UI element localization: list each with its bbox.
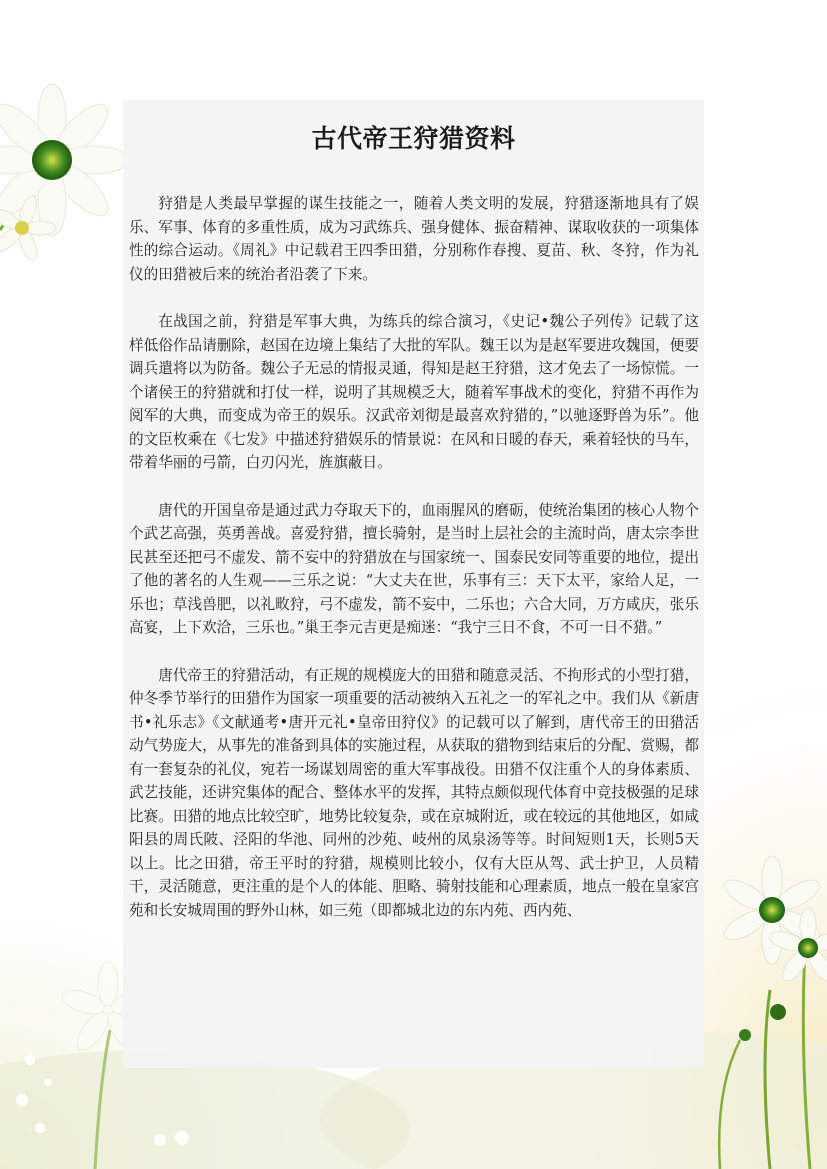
paragraph: 在战国之前，狩猎是军事大典，为练兵的综合演习，《史记•魏公子列传》记载了这样低俗作品请删除，赵国在边境上集结了大批的军队。魏王以为是赵军要进攻魏国，便要调兵遣将以为防备。魏公子无忌的情报灵通，得知是赵王狩猎，这才免去了一场惊慌。一个诸侯王的狩猎就和打仗一样，说明了其规模乏大，随着军事战术的变化，狩猎不再作为阅军的大典，而变成为帝王的娱乐。汉武帝刘彻是最喜欢狩猎的，”以驰逐野兽为乐”。他的文臣枚乘在《七发》中描述狩猎娱乐的情景说：在风和日暖的春天，乘着轻快的马车，带着华丽的弓箭，白刃闪光，旌旗蔽日。	[129, 313, 699, 471]
paragraph: 狩猎是人类最早掌握的谋生技能之一，随着人类文明的发展，狩猎逐渐地具有了娱乐、军事、体育的多重性质，成为习武练兵、强身健体、振奋精神、谋取收获的一项集体性的综合运动。《周礼》中记载君王四季田猎，分别称作春搜、夏苗、秋、冬狩，作为礼仪的田猎被后来的统治者沿袭了下来。	[129, 195, 699, 283]
flower-top-left-icon	[0, 84, 128, 262]
document-panel	[123, 100, 704, 1068]
paragraph: 唐代的开国皇帝是通过武力夺取天下的，血雨腥风的磨砺，使统治集团的核心人物个个武艺高强，英勇善战。喜爱狩猎，擅长骑射，是当时上层社会的主流时尚，唐太宗李世民甚至还把弓不虚发、箭不妄中的狩猎放在与国家统一、国泰民安同等重要的地位，提出了他的著名的人生观——三乐之说：“大丈夫在世，乐事有三：天下太平，家给人足，一乐也；草浅兽肥，以礼畋狩，弓不虚发，箭不妄中，二乐也；六合大同，万方咸庆，张乐高宴，上下欢洽，三乐也。”巢王李元吉更是痴迷：“我宁三日不食，不可一日不猎。”	[129, 501, 699, 636]
document-body	[129, 192, 699, 946]
paragraph: 唐代帝王的狩猎活动，有正规的规模庞大的田猎和随意灵活、不拘形式的小型打猎，仲冬季节举行的田猎作为国家一项重要的活动被纳入五礼之一的军礼之中。我们从《新唐书•礼乐志》《文献通考•唐开元礼•皇帝田狩仪》的记载可以了解到，唐代帝王的田猎活动气势庞大，从事先的准备到具体的实施过程，从获取的猎物到结束后的分配、赏赐，都有一套复杂的礼仪，宛若一场谋划周密的重大军事战役。田猎不仅注重个人的身体素质、武艺技能，还讲究集体的配合、整体水平的发挥，其特点颇似现代体育中竞技极强的足球比赛。田猎的地点比较空旷，地势比较复杂，或在京城附近，或在较远的其他地区，如咸阳县的周氏陂、泾阳的华池、同州的沙苑、岐州的凤泉汤等等。时间短则1天，长则5天以上。比之田猎，帝王平时的狩猎，规模则比较小，仅有大臣从驾、武士护卫，人员精干，灵活随意，更注重的是个人的体能、胆略、骑射技能和心理素质，地点一般在皇家宫苑和长安城周围的野外山林，如三苑（即都城北边的东内苑、西内苑、	[129, 666, 699, 919]
document-title: 古代帝王狩猎资料	[311, 124, 516, 153]
